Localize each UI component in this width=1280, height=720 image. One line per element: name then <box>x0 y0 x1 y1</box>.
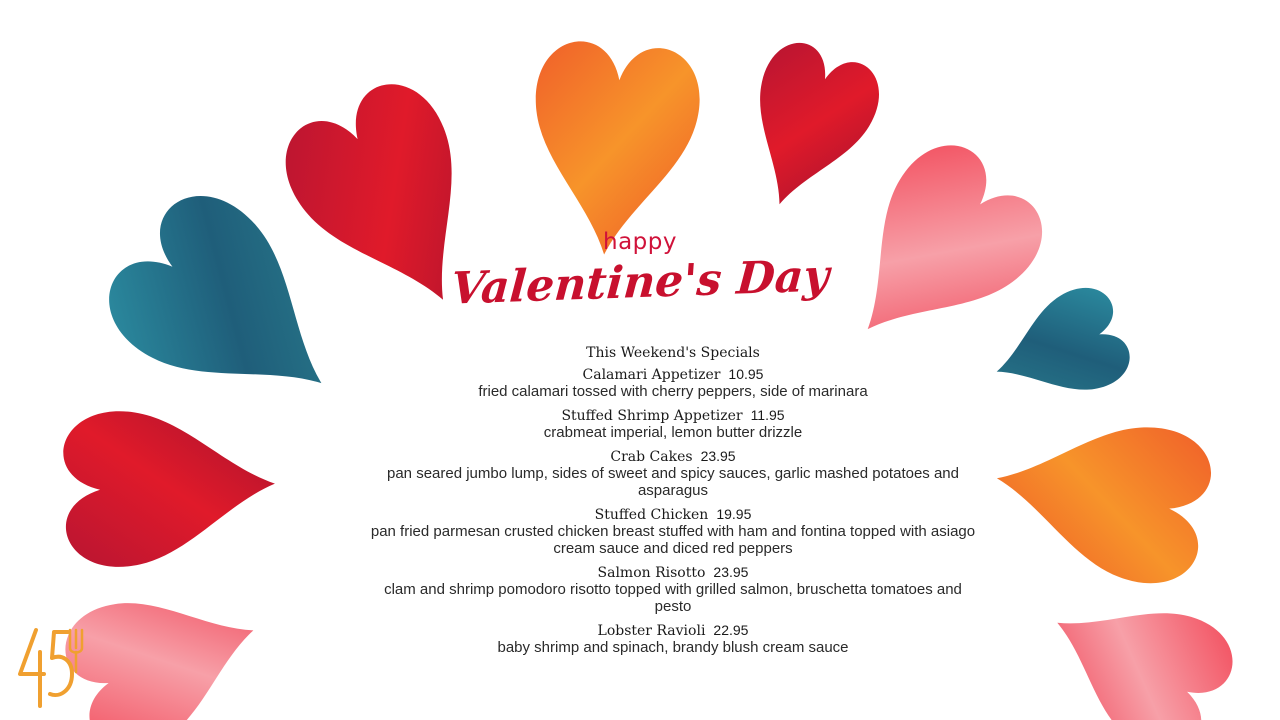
menu-item <box>350 448 996 499</box>
heart-orange-right <box>983 402 1217 592</box>
menu-item-description: pan fried parmesan crusted chicken breast stuffed with ham and fontina topped with asiago cream sauce and diced red peppers <box>370 523 976 557</box>
menu-item-header <box>350 366 996 383</box>
menu-item-header <box>350 622 996 639</box>
heart-pink-bottom-left <box>54 561 278 720</box>
menu-item-header <box>350 407 996 424</box>
happy-text: happy <box>603 229 677 255</box>
menu-item-name: Lobster Ravioli <box>597 623 706 639</box>
menu-item-description: baby shrimp and spinach, brandy blush cream sauce <box>497 639 849 656</box>
title-block <box>440 228 840 315</box>
menu-item-name: Salmon Risotto <box>597 565 706 581</box>
specials-menu <box>350 343 996 663</box>
specials-heading: This Weekend's Specials <box>586 345 760 361</box>
heart-red-left <box>62 406 278 569</box>
menu-item-price: 10.95 <box>728 366 764 382</box>
menu-item-name: Stuffed Shrimp Appetizer <box>561 408 743 424</box>
menu-item-name: Calamari Appetizer <box>582 367 721 383</box>
heart-red-top-right <box>724 34 890 225</box>
menu-item-name: Stuffed Chicken <box>594 507 709 523</box>
menu-item <box>350 407 996 441</box>
menu-item-price: 11.95 <box>750 407 785 423</box>
menu-item <box>350 506 996 557</box>
fork-knife-logo-icon <box>14 622 86 712</box>
menu-item-price: 22.95 <box>713 622 749 638</box>
menu-item-header <box>350 564 996 581</box>
heart-teal-right <box>979 279 1137 419</box>
menu-item <box>350 366 996 400</box>
menu-item-price: 23.95 <box>700 448 736 464</box>
menu-item-name: Crab Cakes <box>610 449 693 465</box>
menu-item-header <box>350 506 996 523</box>
valentines-day-title: Valentine's Day <box>449 250 831 315</box>
menu-item-description: clam and shrimp pomodoro risotto topped with grilled salmon, bruschetta tomatoes and pesto <box>384 581 962 615</box>
menu-item <box>350 622 996 656</box>
heart-pink-bottom-right <box>1025 561 1246 720</box>
menu-item-price: 23.95 <box>713 564 749 580</box>
menu-item-price: 19.95 <box>716 506 752 522</box>
menu-item-header <box>350 448 996 465</box>
menu-item-description: pan seared jumbo lump, sides of sweet and spicy sauces, garlic mashed potatoes and asparagus <box>387 465 959 499</box>
menu-item-description: fried calamari tossed with cherry peppers, side of marinara <box>478 383 868 400</box>
menu-item <box>350 564 996 615</box>
menu-item-description: crabmeat imperial, lemon butter drizzle <box>543 424 803 441</box>
